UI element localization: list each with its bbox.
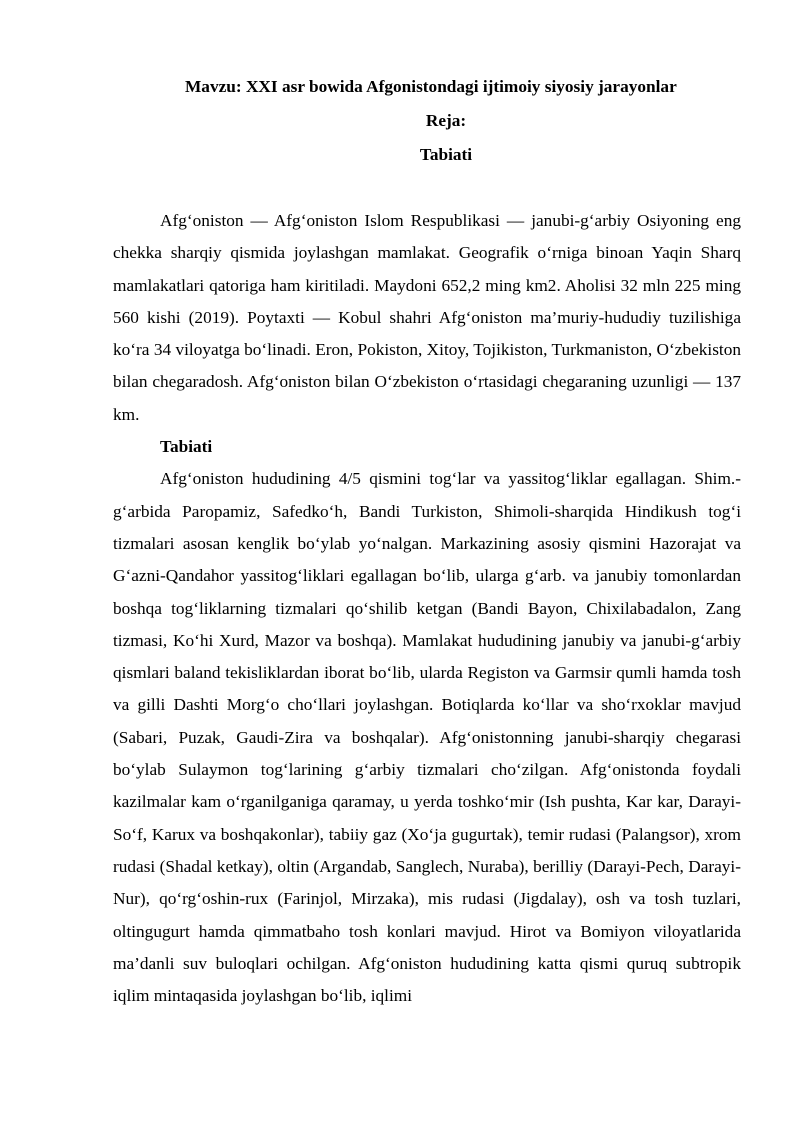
intro-paragraph: Afg‘oniston — Afg‘oniston Islom Respublikasi — janubi-g‘arbiy Osiyoning eng chekka sharqiy qismida joylashgan mamlakat. Geografik o‘rniga binoan Yaqin Sharq mamlakatlari qatoriga ham kiritiladi. Maydoni 652,2 ming km2. Aholisi 32 mln 225 ming 560 kishi (2019). Poytaxti — Kobul shahri Afg‘oniston ma’muriy-hududiy tuzilishiga ko‘ra 34 viloyatga bo‘linadi. Eron, Pokiston, Xitoy, Tojikiston, Turkmaniston, O‘zbekiston bilan chegaradosh. Afg‘oniston bilan O‘zbekiston o‘rtasidagi chegaraning uzunligi — 137 km. [113, 211, 741, 424]
document-body [113, 205, 741, 1012]
plan-item: Tabiati [419, 145, 473, 164]
plan-label: Reja: [425, 111, 467, 130]
nature-paragraph: Afg‘oniston hududining 4/5 qismini tog‘lar va yassitog‘liklar egallagan. Shim.-g‘arbida Paropamiz, Safedko‘h, Bandi Turkiston, Shimoli-sharqida Hindikush tog‘i tizmalari asosan kenglik bo‘ylab yo‘nalgan. Markazining asosiy qismini Hazorajat va G‘azni-Qandahor yassitog‘liklari egallagan bo‘lib, ularga g‘arb. va janubiy tomonlardan boshqa tog‘liklarning tizmalari qo‘shilib ketgan (Bandi Bayon, Chixilabadalon, Zang tizmasi, Ko‘hi Xurd, Mazor va boshqa). Mamlakat hududining janubiy va janubi-g‘arbiy qismlari baland tekisliklardan iborat bo‘lib, ularda Registon va Garmsir qumli hamda tosh va gilli Dashti Morg‘o cho‘llari joylashgan. Botiqlarda ko‘llar va sho‘rxoklar mavjud (Sabari, Puzak, Gaudi-Zira va boshqalar). Afg‘onistonning janubi-sharqiy chegarasi bo‘ylab Sulaymon tog‘larining g‘arbiy tizmalari cho‘zilgan. Afg‘onistonda foydali kazilmalar kam o‘rganilganiga qaramay, u yerda toshko‘mir (Ish pushta, Kar kar, Darayi-So‘f, Karux va boshqakonlar), tabiiy gaz (Xo‘ja gugurtak), temir rudasi (Palangsor), xrom rudasi (Shadal ketkay), oltin (Argandab, Sanglech, Nuraba), berilliy (Darayi-Pech, Darayi-Nur), qo‘rg‘oshin-rux (Farinjol, Mirzaka), mis rudasi (Jigdalay), osh va tosh tuzlari, oltingugurt hamda qimmatbaho tosh konlari mavjud. Hirot va Bomiyon viloyatlarida ma’danli suv buloqlari ochilgan. Afg‘oniston hududining katta qismi quruq subtropik iqlim mintaqasida joylashgan bo‘lib, iqlimi [113, 469, 741, 1006]
section-heading: Tabiati [160, 437, 213, 457]
document-title: Mavzu: XXI asr bowida Afgonistondagi ijtimoiy siyosiy jarayonlar [185, 77, 677, 96]
